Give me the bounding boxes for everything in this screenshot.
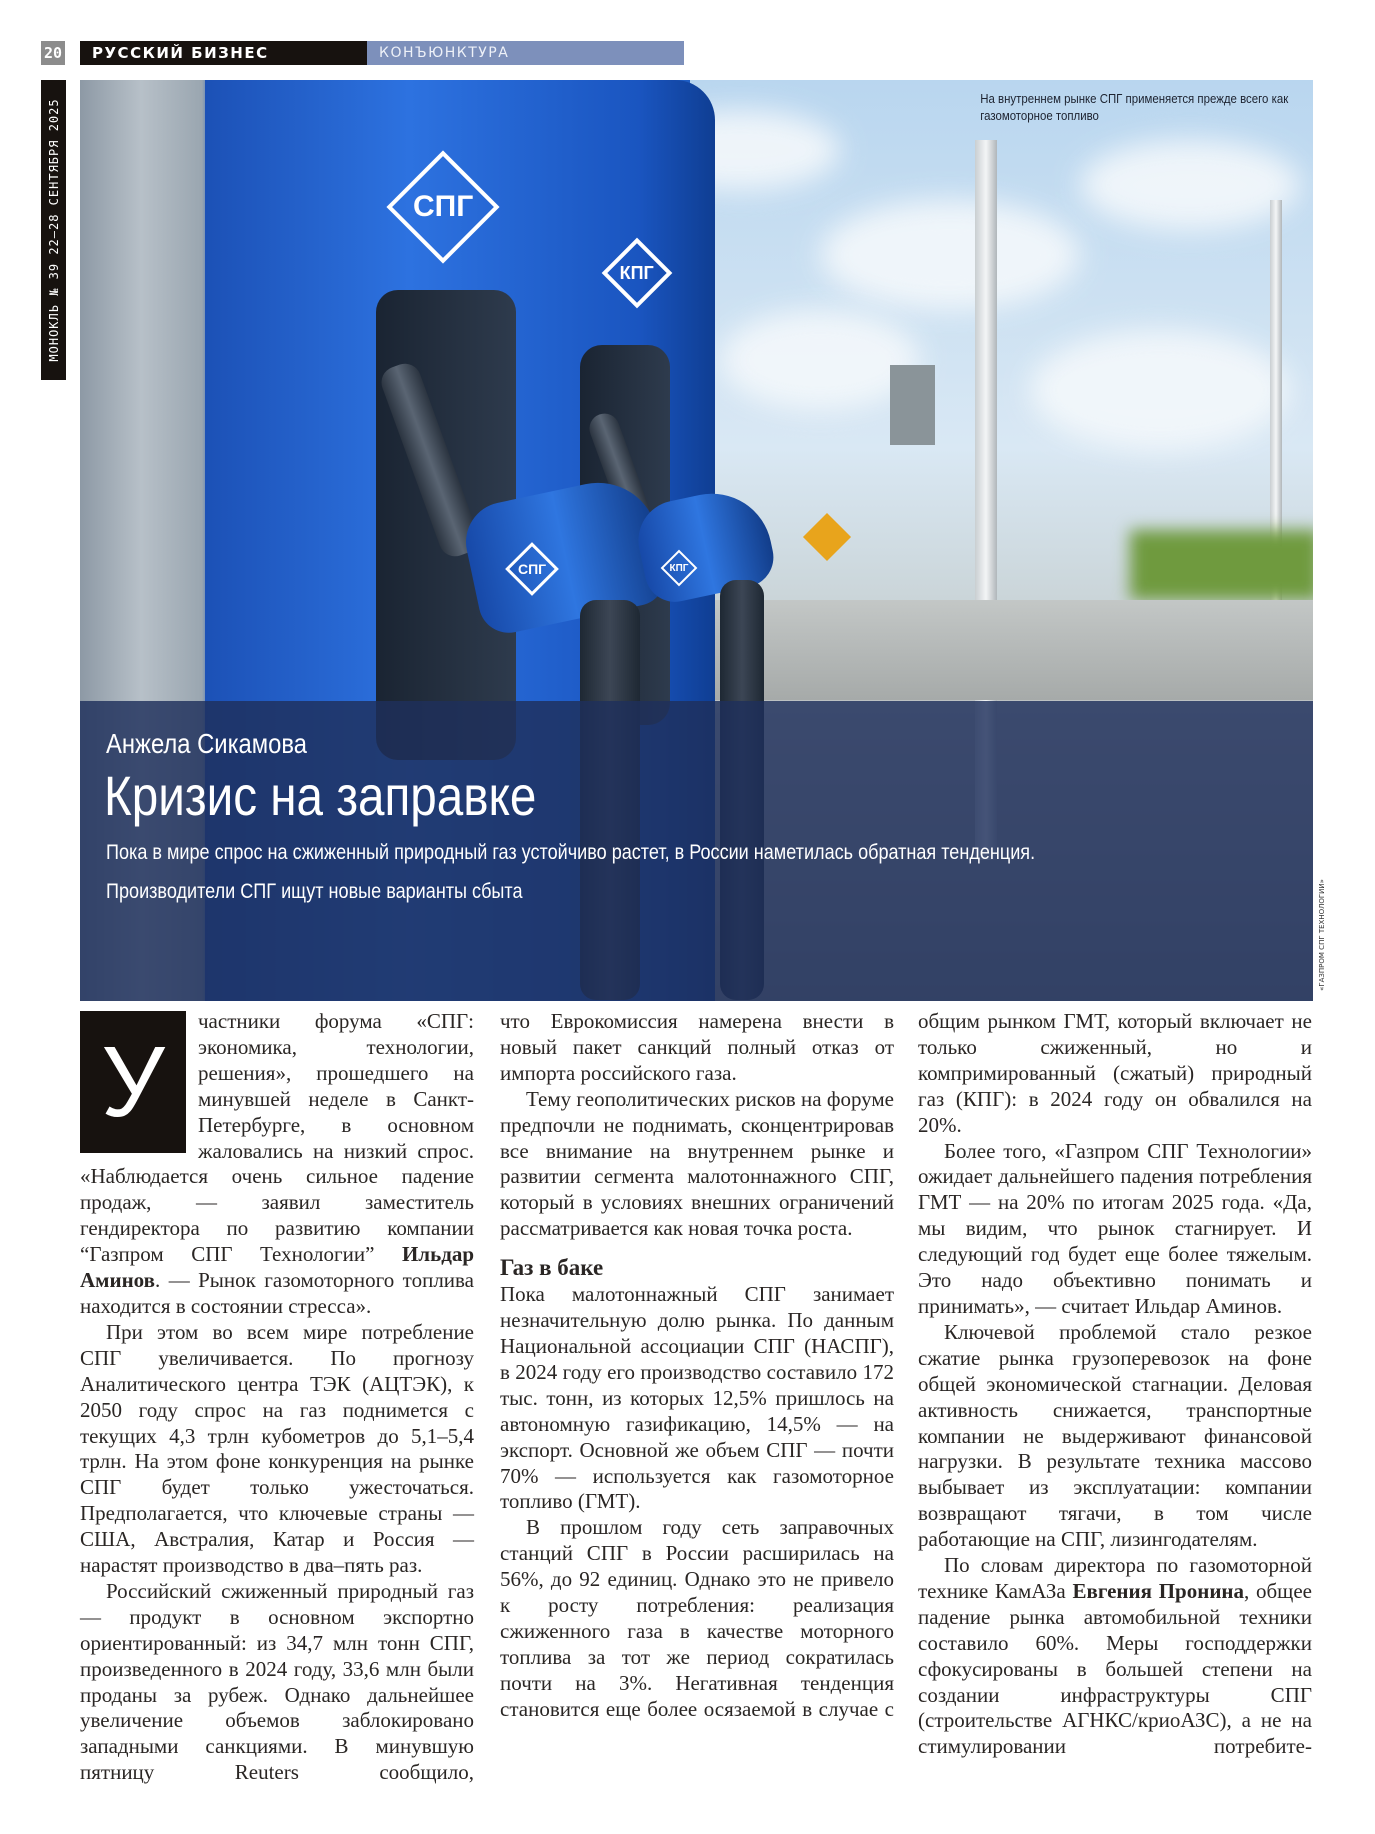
article-title: Кризис на заправке (104, 764, 537, 827)
page-number: 20 (41, 41, 65, 65)
hero-photo (80, 80, 1313, 1001)
article-column-3 (918, 1009, 1312, 1760)
paragraph: что Еврокомиссия намерена внести в новый пакет санкций полный отказ от импорта российского газа. (500, 1009, 894, 1085)
subheading: Газ в баке (500, 1255, 604, 1281)
cloud (1080, 140, 1300, 230)
paragraph: По словам директора по газомоторной технике КамАЗа Евгения Пронина, общее падение рынка автомобильной техники составило 60%. Меры господдержки сфокусированы в большей степени на создании инфраструктуры СПГ (строительстве АГНКС/криоАЗС), а не на стимулировании потребите- (918, 1553, 1312, 1759)
lead-line: Производители СПГ ищут новые варианты сбыта (106, 880, 523, 903)
lead-line: Пока в мире спрос на сжиженный природный газ устойчиво растет, в России наметилась обратная тенденция. (106, 841, 1036, 864)
paragraph: При этом во всем мире потребление СПГ увеличивается. По прогнозу Аналитического центра ТЭК (АЦТЭК), к 2050 году спрос на газ поднимется с текущих 4,3 трлн кубометров до 5,1–5,4 трлн. На этом фоне конкуренция на рынке СПГ будет только ужесточаться. Предполагается, что ключевые страны — США, Австралия, Катар и Россия — нарастят производство в два–пять раз. (80, 1319, 474, 1578)
rubric-label: КОНЪЮНКТУРА (367, 41, 684, 65)
paragraph: Российский сжиженный природный газ — продукт в основном экспортно ориентированный: из 34,7 млн тонн СПГ, произведенного в 2024 году, 33,6 млн были проданы за рубеж. Однако дальнейшее увеличение объемов заблокировано западными санкциями. В минувшую пятницу Reuters сообщило, (80, 1578, 474, 1785)
road-sign (803, 513, 851, 561)
paragraph: В прошлом году сеть заправочных станций СПГ в России расширилась на 56%, до 92 единиц. Однако это не привело к росту потребления: реализация сжиженного газа в качестве моторного топлива за тот же период сократилась почти на 3%. Негативная тенденция становится еще более осязаемой в случае с (500, 1515, 894, 1721)
issue-text: МОНОКЛЬ № 39 22–28 СЕНТЯБРЯ 2025 (46, 98, 61, 362)
cng-sign-small: КПГ (661, 550, 698, 587)
photo-credit: «ГАЗПРОМ СПГ ТЕХНОЛОГИИ» (1318, 879, 1326, 991)
paragraph: общим рынком ГМТ, который включает не только сжиженный, но и компримированный (сжатый) природный газ (КПГ): в 2024 году он обвалился на 20%. (918, 1009, 1312, 1137)
author-name: Анжела Сикамова (106, 728, 307, 759)
paragraph: Более того, «Газпром СПГ Технологии» ожидает дальнейшего падения потребления ГМТ — на 20% по итогам 2025 года. «Да, мы видим, что рынок стагнирует. И следующий год будет еще более тяжелым. Это надо объективно понимать и принимать», — считает Ильдар Аминов. (918, 1138, 1312, 1318)
road-sign (890, 365, 935, 445)
lng-sign: СПГ (386, 150, 499, 263)
trees (1130, 530, 1313, 600)
photo-caption: На внутреннем рынке СПГ применяется прежде всего как газомоторное топливо (980, 91, 1289, 123)
article-column-1 (80, 1009, 474, 1786)
paragraph: Пока малотоннажный СПГ занимает незначительную долю рынка. По данным Национальной ассоциации СПГ (НАСПГ), в 2024 году его производство составило 172 тыс. тонн, из которых 12,5% пришлось на автономную газификацию, 14,5% — на экспорт. Основной же объем СПГ — почти 70% — используется как газомоторное топливо (ГМТ). (500, 1282, 894, 1514)
paragraph: частники форума «СПГ: экономика, технологии, решения», прошедшего на минувшей неделе в Санкт-Петербурге, в основном жаловались на низкий спрос. «Наблюдается очень сильное падение продаж, — заявил заместитель гендиректора по развитию компании “Газпром СПГ Технологии” Ильдар Аминов. — Рынок газомоторного топлива находится в состоянии стресса». (80, 1009, 474, 1318)
cloud (1030, 330, 1290, 450)
paragraph: Ключевой проблемой стало резкое сжатие рынка грузоперевозок на фоне общей экономической стагнации. Деловая активность снижается, транспортные компании не выдерживают финансовой нагрузки. В результате техника массово выбывает из эксплуатации: компании возвращают тягачи, в том числе работающие на СПГ, лизингодателям. (918, 1319, 1312, 1552)
title-band (80, 701, 1313, 1001)
drop-cap: У (80, 1011, 186, 1153)
article-lead (106, 833, 1224, 911)
issue-info (41, 80, 66, 380)
lng-sign-small: СПГ (505, 542, 559, 596)
person-name: Ильдар Аминов (80, 1242, 474, 1293)
person-name: Евгения Пронина (1072, 1578, 1245, 1603)
section-label: РУССКИЙ БИЗНЕС (80, 41, 367, 65)
article-column-2 (500, 1009, 894, 1723)
cng-sign: КПГ (602, 238, 673, 309)
cloud (820, 200, 1080, 310)
paragraph: Тему геополитических рисков на форуме предпочли не поднимать, сконцентрировав все внимание на внутреннем рынке и развитии сегмента малотоннажного СПГ, который в условиях внешних ограничений рассматривается как новая точка роста. (500, 1086, 894, 1241)
road (680, 600, 1313, 700)
